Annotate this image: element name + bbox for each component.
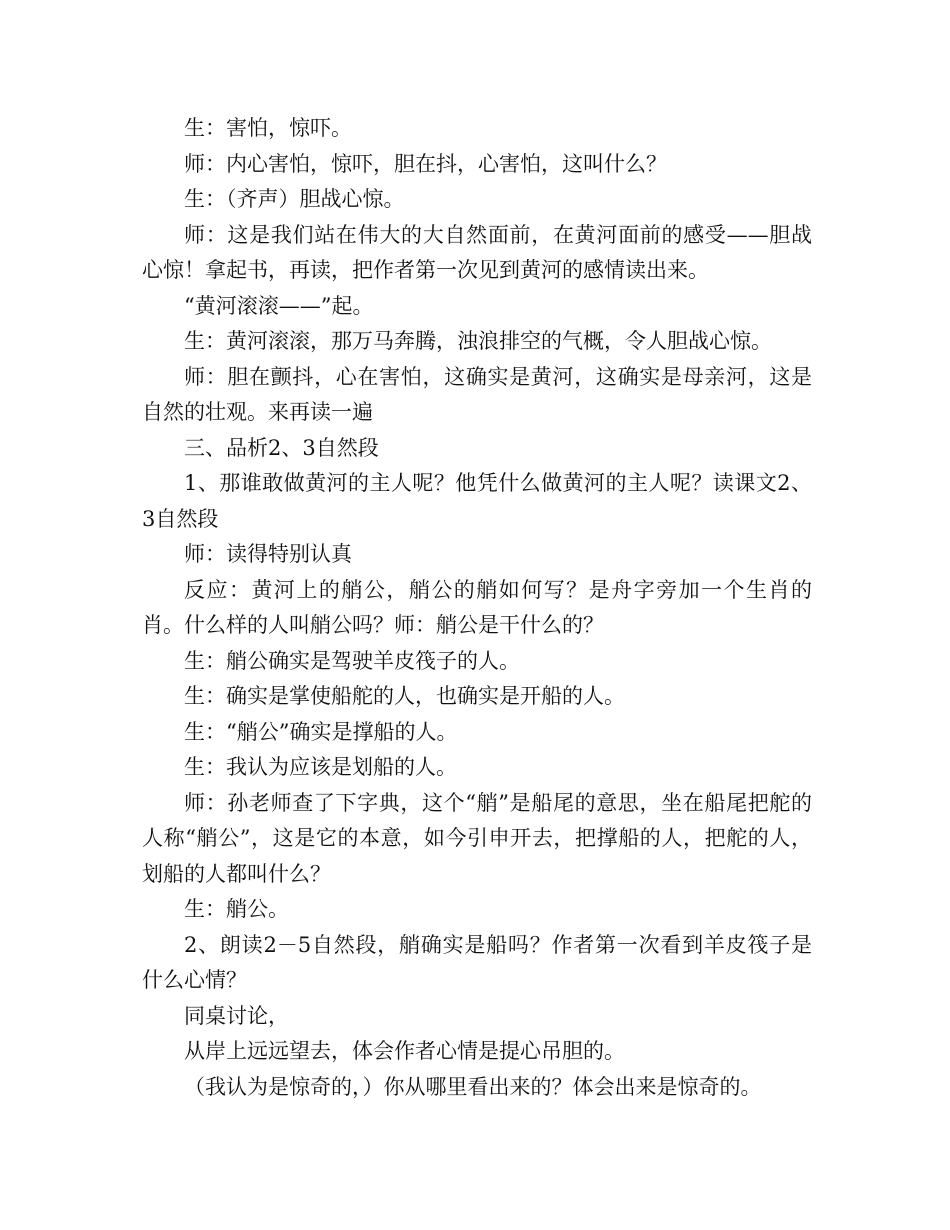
paragraph: 反应：黄河上的艄公，艄公的艄如何写？是舟字旁加一个生肖的肖。什么样的人叫艄公吗？师：艄公是干什么的？	[142, 577, 812, 637]
paragraph: 生：“艄公”确实是撑船的人。	[184, 719, 458, 744]
paragraph: 1、那谁敢做黄河的主人呢？他凭什么做黄河的主人呢？读课文2、3自然段	[142, 471, 812, 531]
paragraph: 师：内心害怕，惊吓，胆在抖，心害怕，这叫什么？	[184, 151, 667, 176]
paragraph: 同桌讨论，	[184, 1003, 289, 1028]
paragraph: 生：艄公。	[184, 897, 289, 921]
paragraph: 师：胆在颤抖，心在害怕，这确实是黄河，这确实是母亲河，这是自然的壮观。来再读一遍	[142, 364, 812, 424]
paragraph: 生：艄公确实是驾驶羊皮筏子的人。	[184, 648, 520, 673]
paragraph: （我认为是惊奇的，）你从哪里看出来的？体会出来是惊奇的。	[184, 1074, 762, 1099]
document-body	[142, 111, 812, 1105]
paragraph: 生：我认为应该是划船的人。	[184, 755, 457, 779]
paragraph: 生：害怕，惊吓。	[184, 116, 352, 140]
paragraph: 师：孙老师查了下字典，这个“艄”是船尾的意思，坐在船尾把舵的人称“艄公”，这是它的本意，如今引申开去，把撑船的人，把舵的人，划船的人都叫什么？	[142, 790, 812, 886]
paragraph: 生：确实是掌使船舵的人，也确实是开船的人。	[184, 684, 625, 708]
paragraph: 从岸上远远望去，体会作者心情是提心吊胆的。	[184, 1039, 625, 1063]
paragraph: 师：读得特别认真	[184, 542, 352, 566]
paragraph: 师：这是我们站在伟大的大自然面前，在黄河面前的感受——胆战心惊！拿起书，再读，把作者第一次见到黄河的感情读出来。	[142, 222, 812, 282]
paragraph: “黄河滚滚——”起。	[184, 293, 374, 318]
paragraph: 生：（齐声）胆战心惊。	[184, 187, 405, 211]
section-heading: 三、品析2、3自然段	[184, 435, 379, 460]
paragraph: 生：黄河滚滚，那万马奔腾，浊浪排空的气概，令人胆战心惊。	[184, 329, 772, 353]
paragraph: 2、朗读2－5自然段，艄确实是船吗？作者第一次看到羊皮筏子是什么心情？	[142, 932, 812, 992]
